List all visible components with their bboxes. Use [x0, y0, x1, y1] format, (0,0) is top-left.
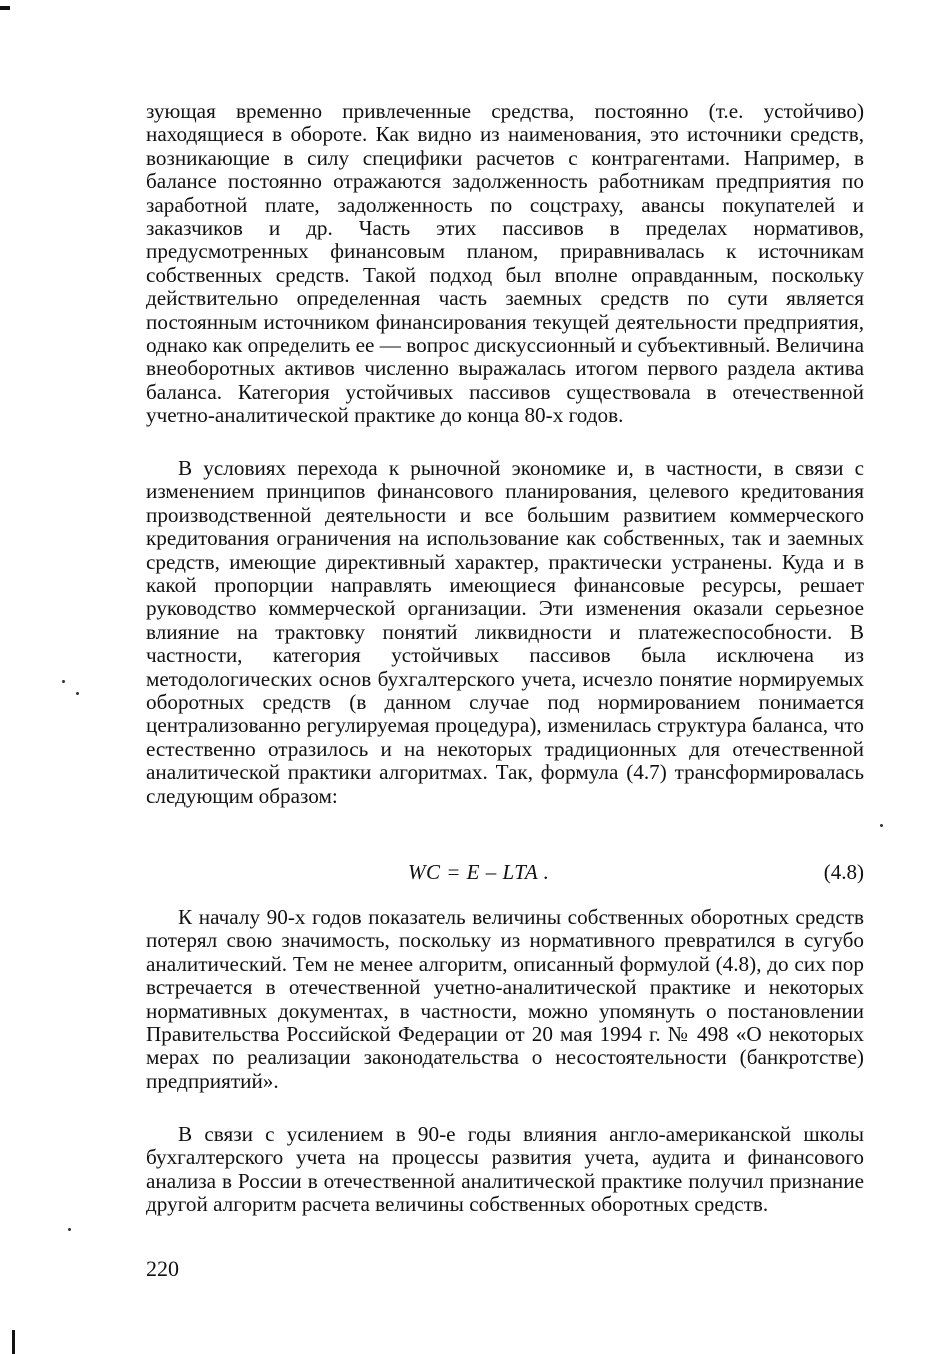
page-number: 220 [146, 1256, 179, 1281]
formula-number: (4.8) [823, 860, 864, 884]
body-text-top [146, 100, 864, 428]
body-text-middle [146, 457, 864, 808]
formula-row [146, 860, 864, 886]
paragraph-nineties-indicator: К началу 90-х годов показатель величины собственных оборотных средств потерял свою значимость, поскольку из нормативного превратился в сугубо аналитический. Тем не менее алгоритм, описанный формулой (4.8), до сих пор встречается в отечественной учетно-аналитической практике и некоторых нормативных документах, в частности, можно упомянуть о постановлении Правительства Российской Федерации от 20 мая 1994 г. № 498 «О некоторых мерах по реализации законодательства о несостоятельности (банкротстве) предприятий». [146, 905, 864, 1093]
body-text-bottom [146, 1123, 864, 1217]
scan-speck [68, 1228, 71, 1231]
paragraph-market-transition: В условиях перехода к рыночной экономике и, в частности, в связи с изменением принципов финансового планирования, целевого кредитования производственной деятельности и все большим развитием коммерческого кредитования ограничения на использование как собственных, так и заемных средств, имеющие директивный характер, практически устранены. Куда и в какой пропорции направлять имеющиеся финансовые ресурсы, решает руководство коммерческой организации. Эти изменения оказали серьезное влияние на трактовку понятий ликвидности и платежеспособности. В частности, категория устойчивых пассивов была исключена из методологических основ бухгалтерского учета, исчезло понятие нормируемых оборотных средств (в данном случае под нормированием понимается централизованно регулируемая процедура), изменилась структура баланса, что естественно отразилось и на некоторых традиционных для отечественной аналитической практики алгоритмах. Так, формула (4.7) трансформировалась следующим образом: [146, 456, 864, 808]
body-text-lower [146, 906, 864, 1093]
scan-speck [880, 824, 883, 827]
paragraph-continuation: зующая временно привлеченные средства, постоянно (т.е. устойчиво) находящиеся в обороте. Как видно из наименования, это источники средств, возникающие в силу специфики расчетов с контрагентами. Например, в балансе постоянно отражаются задолженность работникам предприятия по заработной плате, задолженность по соцстраху, авансы покупателей и заказчиков и др. Часть этих пассивов в пределах нормативов, предусмотренных финансовым планом, приравнивалась к источникам собственных средств. Такой подход был вполне оправданным, поскольку действительно определенная часть заемных средств по сути является постоянным источником финансирования текущей деятельности предприятия, однако как определить ее — вопрос дискуссионный и субъективный. Величина внеоборотных активов численно выражалась итогом первого раздела актива баланса. Категория устойчивых пассивов существовала в отечественной учетно-аналитической практике до конца 80-х годов. [146, 99, 864, 428]
formula-expression: WC = E – LTA . [408, 860, 550, 884]
scan-speck [62, 680, 65, 683]
scan-corner-mark [0, 6, 10, 10]
scan-speck [76, 692, 79, 695]
scan-edge-mark [12, 1330, 15, 1354]
paragraph-anglo-american-school: В связи с усилением в 90-е годы влияния англо-американской школы бухгалтерского учета на процессы развития учета, аудита и финансового анализа в России в отечественной аналитической практике получил признание другой алгоритм расчета величины собственных оборотных средств. [146, 1122, 864, 1217]
